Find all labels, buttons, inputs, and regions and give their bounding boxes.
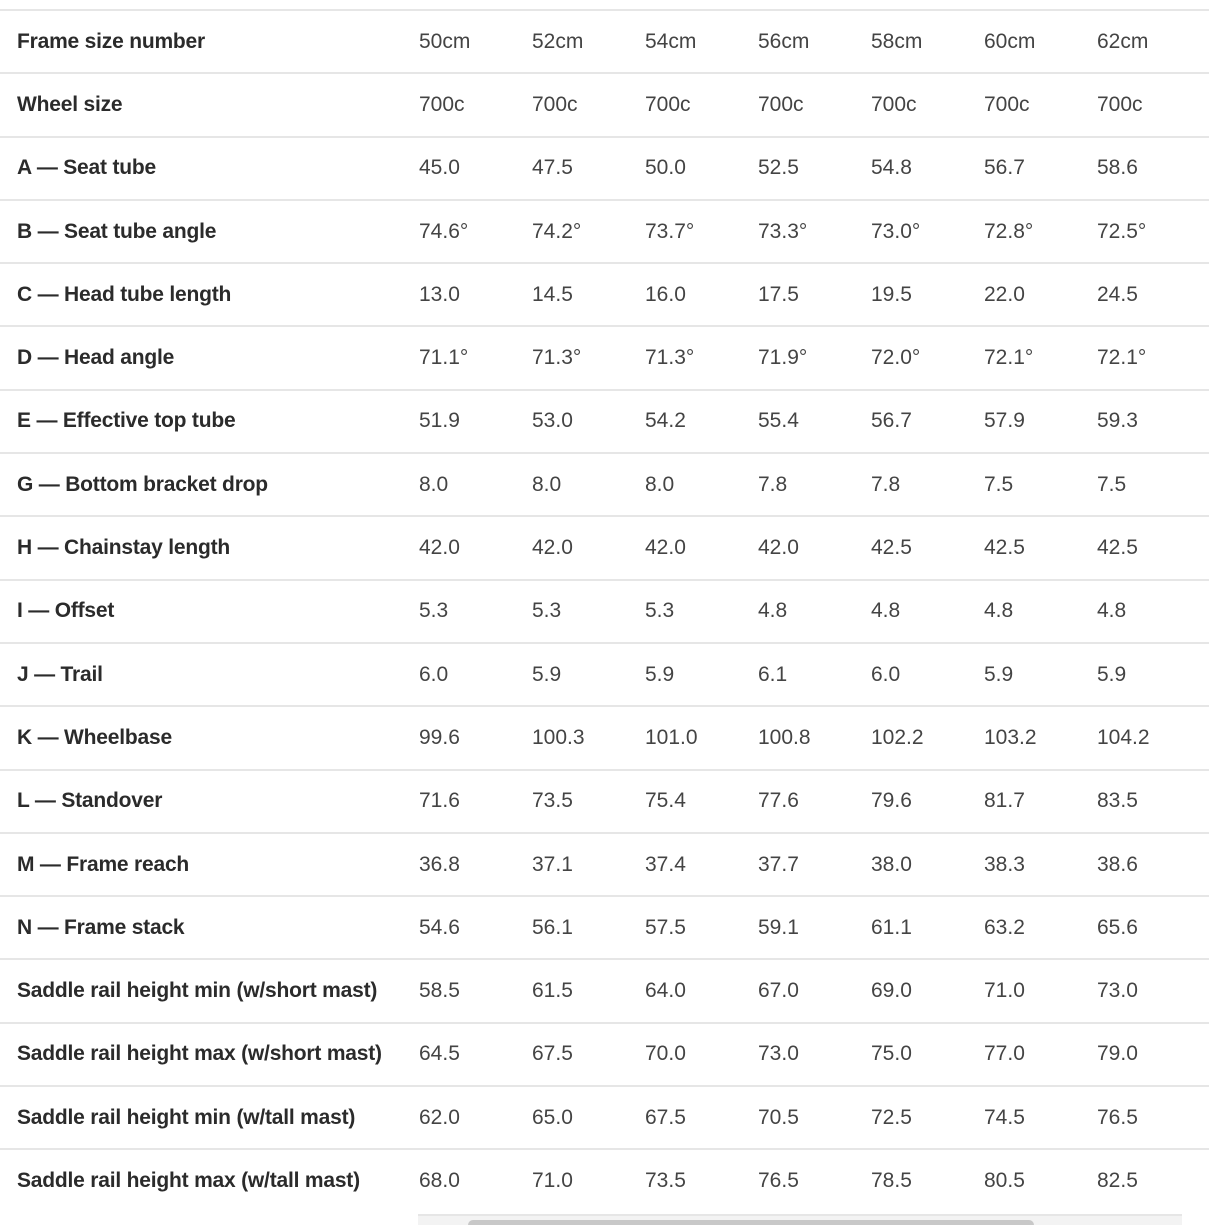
- table-row: [0, 73, 1209, 136]
- table-row: [0, 390, 1209, 453]
- table-cell: 102.2: [870, 706, 983, 769]
- geometry-table: [0, 9, 1209, 1213]
- table-cell: 51.9: [418, 390, 531, 453]
- table-row: [0, 1086, 1209, 1149]
- table-cell: 7.8: [757, 453, 870, 516]
- table-cell: 17.5: [757, 263, 870, 326]
- table-cell: 62cm: [1096, 10, 1209, 73]
- table-cell: 73.5: [644, 1149, 757, 1212]
- table-row: [0, 326, 1209, 389]
- table-cell: 74.2°: [531, 200, 644, 263]
- table-cell: 14.5: [531, 263, 644, 326]
- table-cell: 73.0: [1096, 959, 1209, 1022]
- table-cell: 67.5: [644, 1086, 757, 1149]
- table-cell: 42.5: [870, 516, 983, 579]
- table-cell: 52cm: [531, 10, 644, 73]
- table-cell: 4.8: [757, 580, 870, 643]
- row-label: B — Seat tube angle: [0, 200, 418, 263]
- table-cell: 24.5: [1096, 263, 1209, 326]
- table-cell: 65.6: [1096, 896, 1209, 959]
- table-row: [0, 263, 1209, 326]
- table-row: [0, 516, 1209, 579]
- table-cell: 38.3: [983, 833, 1096, 896]
- table-cell: 56cm: [757, 10, 870, 73]
- table-cell: 4.8: [983, 580, 1096, 643]
- table-cell: 75.4: [644, 770, 757, 833]
- table-cell: 81.7: [983, 770, 1096, 833]
- table-cell: 67.5: [531, 1023, 644, 1086]
- row-label: Saddle rail height max (w/tall mast): [0, 1149, 418, 1212]
- table-cell: 42.0: [757, 516, 870, 579]
- row-label: D — Head angle: [0, 326, 418, 389]
- table-cell: 55.4: [757, 390, 870, 453]
- table-cell: 700c: [1096, 73, 1209, 136]
- table-cell: 700c: [757, 73, 870, 136]
- table-cell: 42.5: [983, 516, 1096, 579]
- table-cell: 71.3°: [644, 326, 757, 389]
- table-cell: 63.2: [983, 896, 1096, 959]
- table-cell: 22.0: [983, 263, 1096, 326]
- table-row: [0, 1023, 1209, 1086]
- row-label: H — Chainstay length: [0, 516, 418, 579]
- table-cell: 72.5°: [1096, 200, 1209, 263]
- table-cell: 58cm: [870, 10, 983, 73]
- row-label: Saddle rail height min (w/short mast): [0, 959, 418, 1022]
- row-label: Wheel size: [0, 73, 418, 136]
- table-cell: 5.9: [531, 643, 644, 706]
- row-label: Saddle rail height min (w/tall mast): [0, 1086, 418, 1149]
- table-cell: 77.0: [983, 1023, 1096, 1086]
- table-cell: 73.0: [757, 1023, 870, 1086]
- table-cell: 37.4: [644, 833, 757, 896]
- table-cell: 58.6: [1096, 137, 1209, 200]
- horizontal-scrollbar-track[interactable]: [418, 1214, 1182, 1225]
- table-cell: 16.0: [644, 263, 757, 326]
- table-row: [0, 580, 1209, 643]
- table-cell: 42.0: [418, 516, 531, 579]
- table-row: [0, 770, 1209, 833]
- table-cell: 54cm: [644, 10, 757, 73]
- horizontal-scrollbar-thumb[interactable]: [468, 1220, 1034, 1225]
- table-cell: 6.0: [418, 643, 531, 706]
- row-label: M — Frame reach: [0, 833, 418, 896]
- table-cell: 36.8: [418, 833, 531, 896]
- table-cell: 73.7°: [644, 200, 757, 263]
- table-cell: 4.8: [1096, 580, 1209, 643]
- table-cell: 75.0: [870, 1023, 983, 1086]
- row-label: C — Head tube length: [0, 263, 418, 326]
- table-cell: 82.5: [1096, 1149, 1209, 1212]
- table-cell: 5.3: [644, 580, 757, 643]
- table-cell: 72.5: [870, 1086, 983, 1149]
- table-cell: 8.0: [531, 453, 644, 516]
- table-cell: 59.1: [757, 896, 870, 959]
- table-cell: 700c: [983, 73, 1096, 136]
- table-cell: 72.8°: [983, 200, 1096, 263]
- table-cell: 4.8: [870, 580, 983, 643]
- table-cell: 74.6°: [418, 200, 531, 263]
- row-label: Frame size number: [0, 10, 418, 73]
- row-label: N — Frame stack: [0, 896, 418, 959]
- table-cell: 77.6: [757, 770, 870, 833]
- table-cell: 61.5: [531, 959, 644, 1022]
- table-cell: 74.5: [983, 1086, 1096, 1149]
- row-label: L — Standover: [0, 770, 418, 833]
- table-cell: 59.3: [1096, 390, 1209, 453]
- table-cell: 60cm: [983, 10, 1096, 73]
- geometry-table-body: [0, 10, 1209, 1213]
- table-cell: 100.3: [531, 706, 644, 769]
- table-cell: 5.9: [644, 643, 757, 706]
- table-cell: 700c: [870, 73, 983, 136]
- table-cell: 50.0: [644, 137, 757, 200]
- table-cell: 56.1: [531, 896, 644, 959]
- table-row: [0, 833, 1209, 896]
- table-cell: 5.9: [983, 643, 1096, 706]
- table-cell: 72.1°: [1096, 326, 1209, 389]
- table-cell: 101.0: [644, 706, 757, 769]
- table-cell: 54.6: [418, 896, 531, 959]
- table-cell: 67.0: [757, 959, 870, 1022]
- table-cell: 37.1: [531, 833, 644, 896]
- table-cell: 5.3: [418, 580, 531, 643]
- table-cell: 68.0: [418, 1149, 531, 1212]
- table-row: [0, 896, 1209, 959]
- table-cell: 71.0: [983, 959, 1096, 1022]
- table-cell: 71.1°: [418, 326, 531, 389]
- table-cell: 7.5: [1096, 453, 1209, 516]
- row-label: J — Trail: [0, 643, 418, 706]
- table-cell: 71.9°: [757, 326, 870, 389]
- table-cell: 47.5: [531, 137, 644, 200]
- table-cell: 58.5: [418, 959, 531, 1022]
- table-cell: 38.0: [870, 833, 983, 896]
- table-cell: 103.2: [983, 706, 1096, 769]
- table-cell: 104.2: [1096, 706, 1209, 769]
- row-label: G — Bottom bracket drop: [0, 453, 418, 516]
- table-cell: 54.2: [644, 390, 757, 453]
- table-cell: 72.1°: [983, 326, 1096, 389]
- table-cell: 13.0: [418, 263, 531, 326]
- table-cell: 71.3°: [531, 326, 644, 389]
- table-row: [0, 1149, 1209, 1212]
- table-cell: 83.5: [1096, 770, 1209, 833]
- table-cell: 8.0: [418, 453, 531, 516]
- table-cell: 700c: [418, 73, 531, 136]
- table-cell: 69.0: [870, 959, 983, 1022]
- table-cell: 70.0: [644, 1023, 757, 1086]
- table-cell: 700c: [531, 73, 644, 136]
- table-cell: 42.0: [531, 516, 644, 579]
- table-cell: 72.0°: [870, 326, 983, 389]
- row-label: A — Seat tube: [0, 137, 418, 200]
- table-cell: 70.5: [757, 1086, 870, 1149]
- table-cell: 71.6: [418, 770, 531, 833]
- table-row: [0, 137, 1209, 200]
- table-cell: 37.7: [757, 833, 870, 896]
- table-row: [0, 959, 1209, 1022]
- table-cell: 64.5: [418, 1023, 531, 1086]
- table-cell: 52.5: [757, 137, 870, 200]
- table-cell: 62.0: [418, 1086, 531, 1149]
- table-cell: 56.7: [870, 390, 983, 453]
- table-cell: 42.0: [644, 516, 757, 579]
- table-cell: 61.1: [870, 896, 983, 959]
- table-cell: 78.5: [870, 1149, 983, 1212]
- table-cell: 7.8: [870, 453, 983, 516]
- row-label: Saddle rail height max (w/short mast): [0, 1023, 418, 1086]
- table-row: [0, 643, 1209, 706]
- table-cell: 700c: [644, 73, 757, 136]
- table-cell: 50cm: [418, 10, 531, 73]
- table-cell: 54.8: [870, 137, 983, 200]
- table-cell: 64.0: [644, 959, 757, 1022]
- table-cell: 73.5: [531, 770, 644, 833]
- table-cell: 6.0: [870, 643, 983, 706]
- table-cell: 100.8: [757, 706, 870, 769]
- table-row: [0, 10, 1209, 73]
- table-cell: 56.7: [983, 137, 1096, 200]
- table-cell: 73.0°: [870, 200, 983, 263]
- row-label: K — Wheelbase: [0, 706, 418, 769]
- table-row: [0, 200, 1209, 263]
- table-cell: 38.6: [1096, 833, 1209, 896]
- table-cell: 76.5: [1096, 1086, 1209, 1149]
- table-cell: 99.6: [418, 706, 531, 769]
- table-cell: 57.5: [644, 896, 757, 959]
- table-row: [0, 706, 1209, 769]
- table-cell: 65.0: [531, 1086, 644, 1149]
- table-cell: 19.5: [870, 263, 983, 326]
- table-cell: 6.1: [757, 643, 870, 706]
- table-cell: 5.3: [531, 580, 644, 643]
- row-label: I — Offset: [0, 580, 418, 643]
- table-cell: 73.3°: [757, 200, 870, 263]
- row-label: E — Effective top tube: [0, 390, 418, 453]
- table-cell: 53.0: [531, 390, 644, 453]
- table-cell: 7.5: [983, 453, 1096, 516]
- table-cell: 5.9: [1096, 643, 1209, 706]
- table-cell: 79.0: [1096, 1023, 1209, 1086]
- table-cell: 57.9: [983, 390, 1096, 453]
- table-cell: 45.0: [418, 137, 531, 200]
- table-cell: 76.5: [757, 1149, 870, 1212]
- table-row: [0, 453, 1209, 516]
- table-cell: 42.5: [1096, 516, 1209, 579]
- table-cell: 71.0: [531, 1149, 644, 1212]
- table-cell: 8.0: [644, 453, 757, 516]
- table-cell: 80.5: [983, 1149, 1096, 1212]
- table-cell: 79.6: [870, 770, 983, 833]
